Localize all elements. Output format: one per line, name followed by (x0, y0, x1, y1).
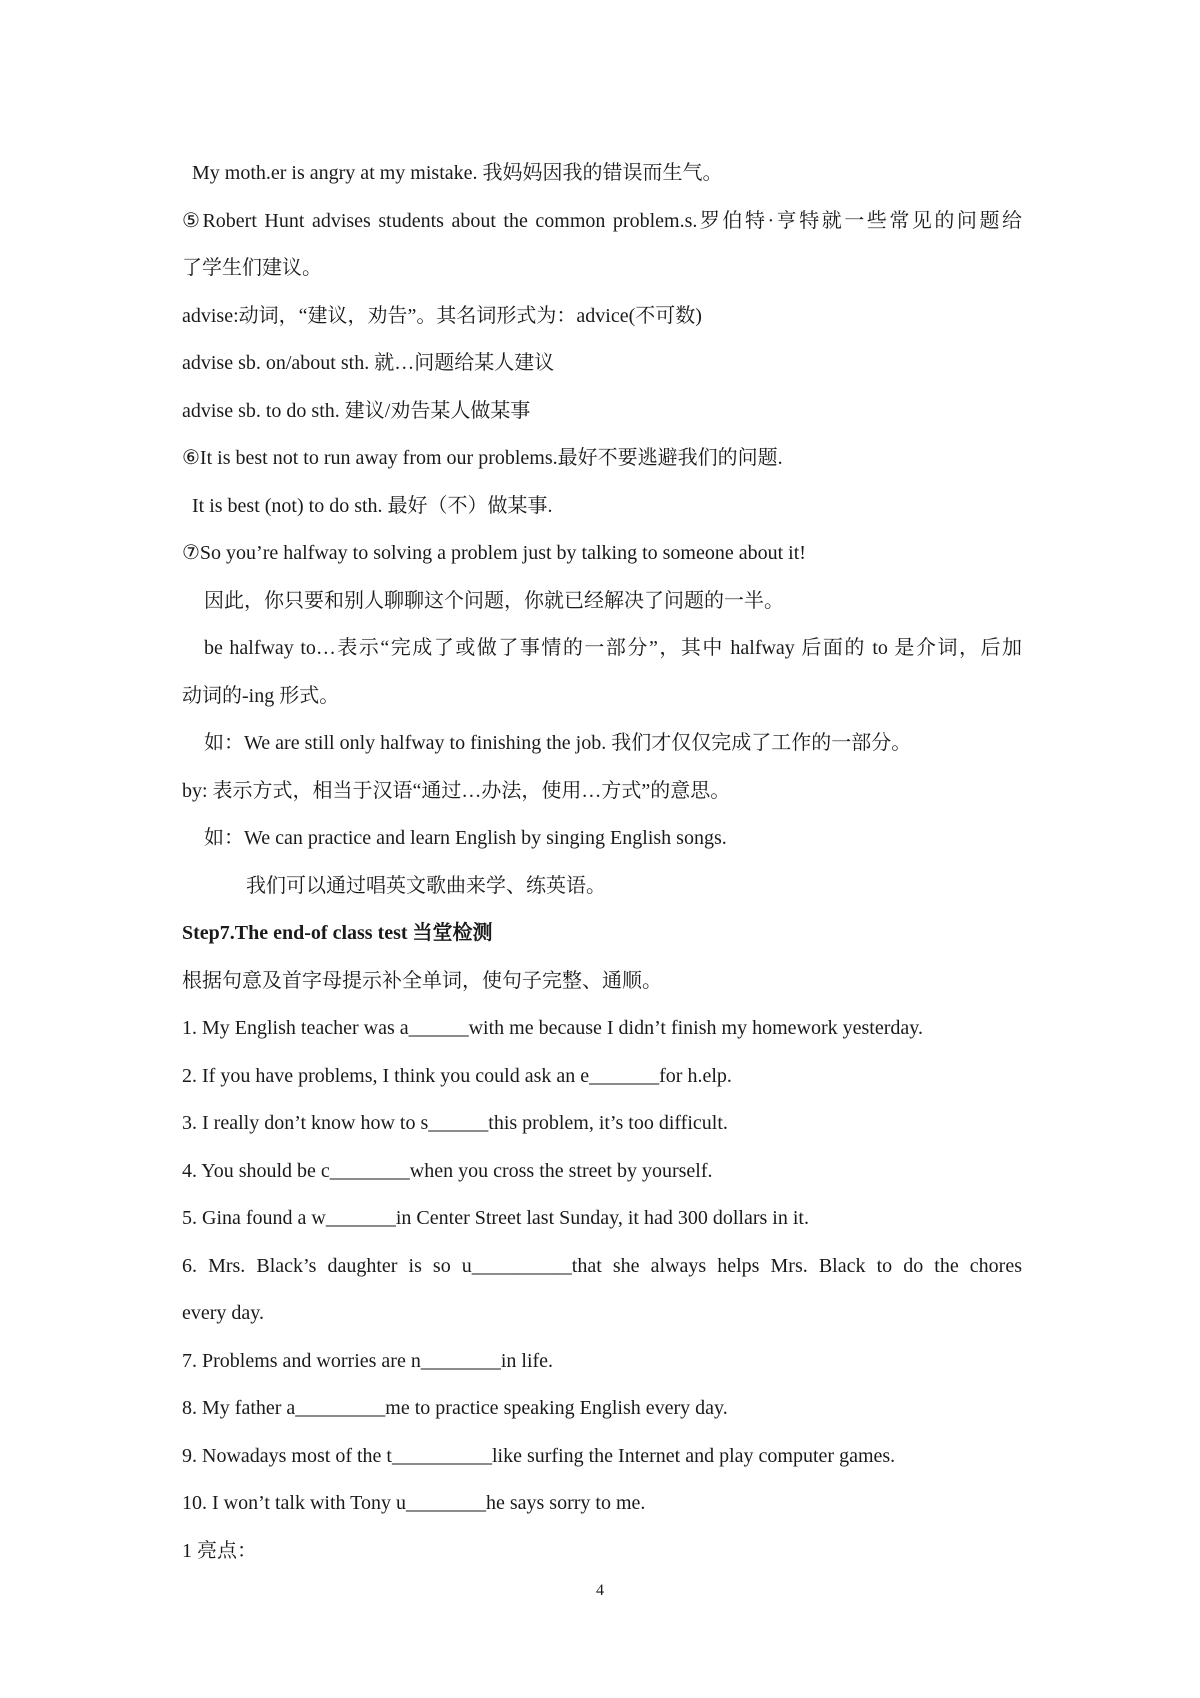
text-line: 如：We can practice and learn English by singing English songs. (204, 827, 727, 849)
text-line: 因此，你只要和别人聊聊这个问题，你就已经解决了问题的一半。 (204, 589, 784, 612)
text-line: every day. (182, 1302, 264, 1324)
document-body (182, 150, 1022, 1575)
text-line: 7. Problems and worries are n________in life. (182, 1349, 554, 1372)
text-line: ⑤Robert Hunt advises students about the common problem.s.罗伯特·亨特就一些常见的问题给 (182, 209, 1022, 232)
text-line: 了学生们建议。 (182, 257, 322, 279)
text-line: 2. If you have problems, I think you could ask an e_______for h.elp. (182, 1064, 732, 1087)
text-line: Step7.The end-of class test 当堂检测 (182, 922, 493, 944)
text-line: advise:动词，“建议，劝告”。其名词形式为：advice(不可数) (182, 304, 702, 327)
text-line: 6. Mrs. Black’s daughter is so u__________that she always helps Mrs. Black to do the chores (182, 1254, 1022, 1277)
text-line: ⑦So you’re halfway to solving a problem just by talking to someone about it! (182, 542, 806, 564)
text-line: 8. My father a_________me to practice speaking English every day. (182, 1397, 728, 1419)
text-line: It is best (not) to do sth. 最好（不）做某事. (192, 494, 553, 517)
text-line: ⑥It is best not to run away from our problems.最好不要逃避我们的问题. (182, 447, 783, 469)
text-line: 5. Gina found a w_______in Center Street last Sunday, it had 300 dollars in it. (182, 1207, 809, 1229)
text-line: 动词的-ing 形式。 (182, 684, 340, 707)
text-line: by: 表示方式，相当于汉语“通过…办法，使用…方式”的意思。 (182, 779, 731, 802)
text-line: My moth.er is angry at my mistake. 我妈妈因我的错误而生气。 (192, 162, 723, 184)
text-line: 我们可以通过唱英文歌曲来学、练英语。 (246, 874, 606, 897)
text-line: advise sb. on/about sth. 就…问题给某人建议 (182, 352, 555, 374)
text-line: 如：We are still only halfway to finishing the job. 我们才仅仅完成了工作的一部分。 (204, 732, 912, 754)
text-line: be halfway to…表示“完成了或做了事情的一部分”，其中 halfway 后面的 to 是介词，后加 (204, 637, 1022, 659)
text-line: 1. My English teacher was a______with me because I didn’t finish my homework yesterday. (182, 1017, 923, 1039)
text-line: 1 亮点： (182, 1539, 257, 1562)
text-line: advise sb. to do sth. 建议/劝告某人做某事 (182, 399, 531, 422)
text-line: 3. I really don’t know how to s______this problem, it’s too difficult. (182, 1112, 728, 1134)
text-line: 9. Nowadays most of the t__________like surfing the Internet and play computer games. (182, 1444, 896, 1467)
page-number: 4 (596, 1582, 604, 1599)
text-line: 4. You should be c________when you cross the street by yourself. (182, 1159, 713, 1182)
text-line: 10. I won’t talk with Tony u________he says sorry to me. (182, 1492, 646, 1514)
text-line: 根据句意及首字母提示补全单词，使句子完整、通顺。 (182, 969, 662, 992)
